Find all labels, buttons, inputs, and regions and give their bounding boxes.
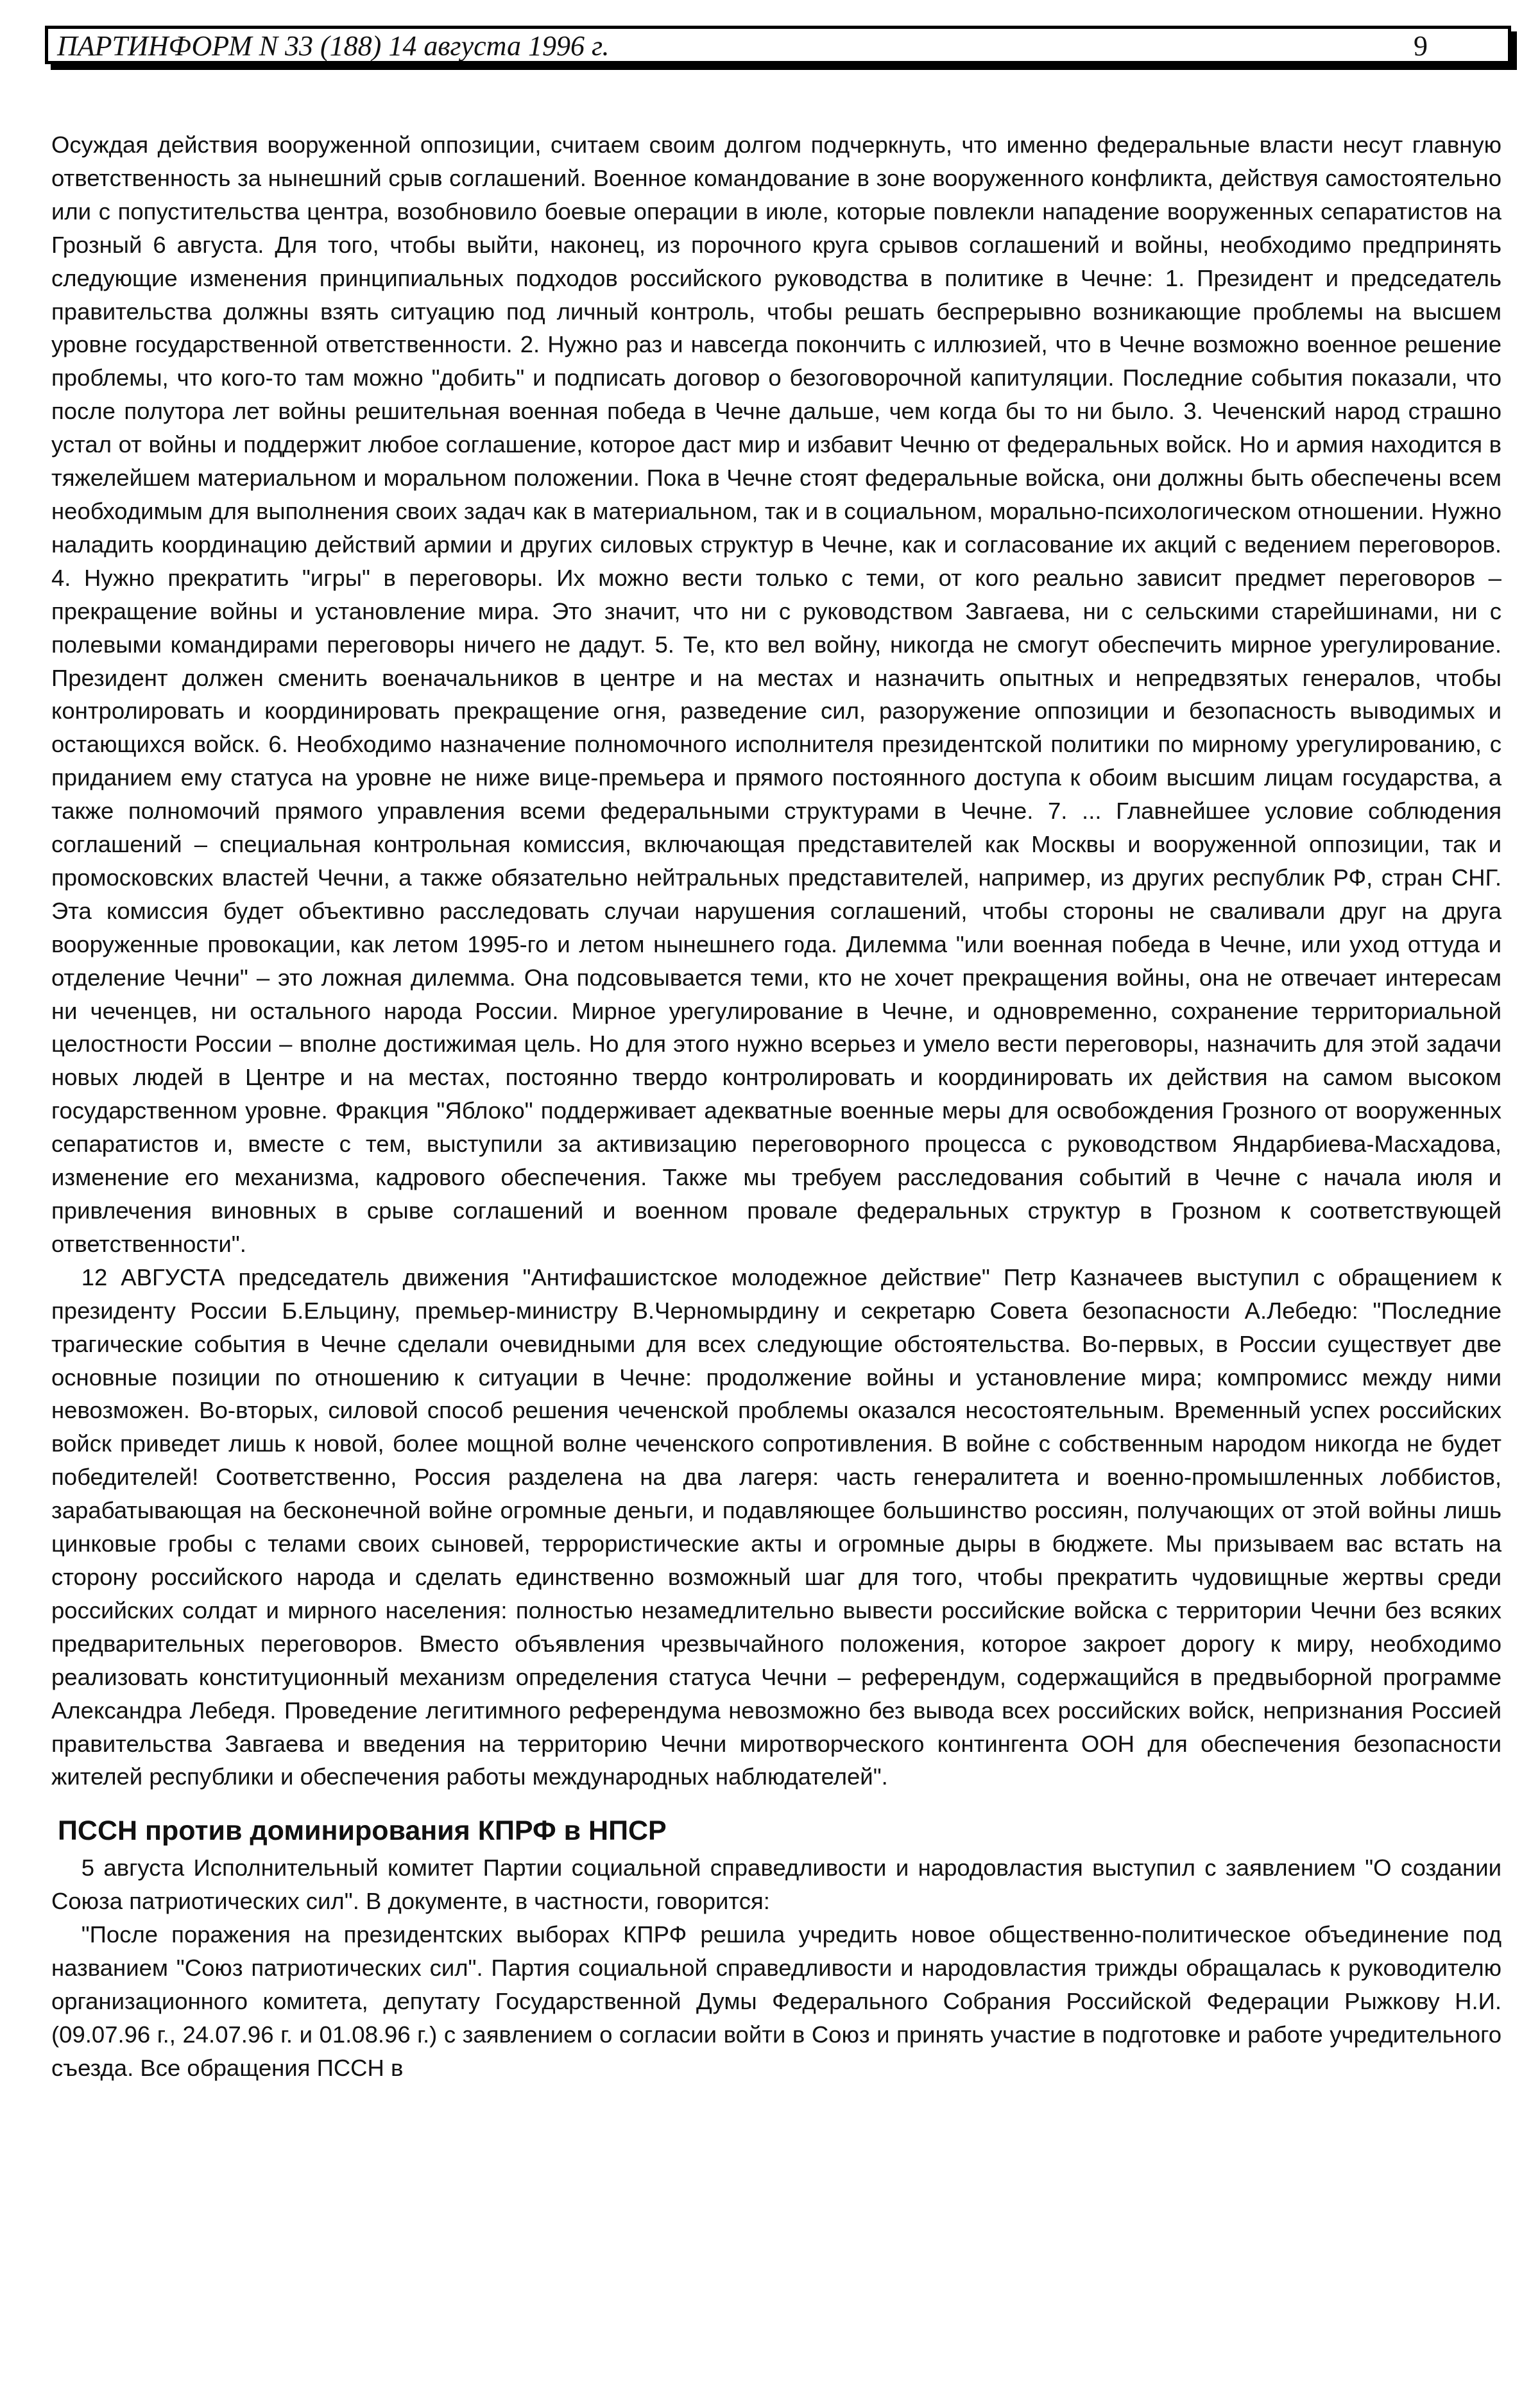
section-paragraph: 5 августа Исполнительный комитет Партии социальной справедливости и народовластия выступил с заявлением "О создании Союза патриотических сил". В документе, в частности, говорится: (51, 1855, 1502, 1915)
section-paragraph: "После поражения на президентских выборах КПРФ решила учредить новое общественно-политическое объединение под названием "Союз патриотических сил". Партия социальной справедливости и народовластия трижды обращалась к руководителю организационного комитета, депутату Государственной Думы Федерального Собрания Российской Федерации Рыжкову Н.И. (09.07.96 г., 24.07.96 г. и 01.08.96 г.) с заявлением о согласии войти в Союз и принять участие в подготовке и работе учредительного съезда. Все обращения ПССН в (51, 1921, 1502, 2081)
article-body (51, 128, 1502, 2085)
section-heading: ПССН против доминирования КПРФ в НПСР (58, 1815, 667, 1847)
page-header (45, 26, 1511, 64)
article-paragraph: Осуждая действия вооруженной оппозиции, считаем своим долгом подчеркнуть, что именно федеральные власти несут главную ответственность за нынешний срыв соглашений. Военное командование в зоне вооруженного конфликта, действуя самостоятельно или с попустительства центра, возобновило боевые операции в июле, которые повлекли нападение вооруженных сепаратистов на Грозный 6 августа. Для того, чтобы выйти, наконец, из порочного круга срывов соглашений и войны, необходимо предпринять следующие изменения принципиальных подходов российского руководства в политике в Чечне: 1. Президент и председатель правительства должны взять ситуацию под личный контроль, чтобы решать беспрерывно возникающие проблемы на высшем уровне государственной ответственности. 2. Нужно раз и навсегда покончить с иллюзией, что в Чечне возможно военное решение проблемы, что кого-то там можно "добить" и подписать договор о безоговорочной капитуляции. Последние события показали, что после полутора лет войны решительная военная победа в Чечне дальше, чем когда бы то ни было. 3. Чеченский народ страшно устал от войны и поддержит любое соглашение, которое даст мир и избавит Чечню от федеральных войск. Но и армия находится в тяжелейшем материальном и моральном положении. Пока в Чечне стоят федеральные войска, они должны быть обеспечены всем необходимым для выполнения своих задач как в материальном, так и в социальном, морально-психологическом отношении. Нужно наладить координацию действий армии и других силовых структур в Чечне, как и согласование их акций с ведением переговоров. 4. Нужно прекратить "игры" в переговоры. Их можно вести только с теми, от кого реально зависит предмет переговоров – прекращение войны и установление мира. Это значит, что ни с руководством Завгаева, ни с сельскими старейшинами, ни с полевыми командирами переговоры ничего не дадут. 5. Те, кто вел войну, никогда не смогут обеспечить мирное урегулирование. Президент должен сменить военачальников в центре и на местах и назначить опытных и непредвзятых генералов, чтобы контролировать и координировать прекращение огня, разведение сил, разоружение оппозиции и безопасность выводимых и остающихся войск. 6. Необходимо назначение полномочного исполнителя президентской политики по мирному урегулированию, с приданием ему статуса на уровне не ниже вице-премьера и прямого постоянного доступа к обоим высшим лицам государства, а также полномочий прямого управления всеми федеральными структурами в Чечне. 7. ... Главнейшее условие соблюдения соглашений – специальная контрольная комиссия, включающая представителей как Москвы и вооруженной оппозиции, так и промосковских властей Чечни, а также обязательно нейтральных представителей, например, из других республик РФ, стран СНГ. Эта комиссия будет объективно расследовать случаи нарушения соглашений, чтобы стороны не сваливали друг на друга вооруженные провокации, как летом 1995-го и летом нынешнего года. Дилемма "или военная победа в Чечне, или уход оттуда и отделение Чечни" – это ложная дилемма. Она подсовывается теми, кто не хочет прекращения войны, она не отвечает интересам ни чеченцев, ни остального народа России. Мирное урегулирование в Чечне, и одновременно, сохранение территориальной целостности России – вполне достижимая цель. Но для этого нужно всерьез и умело вести переговоры, назначить для этой задачи новых людей в Центре и на местах, постоянно твердо контролировать и координировать их действия на самом высоком государственном уровне. Фракция "Яблоко" поддерживает адекватные военные меры для освобождения Грозного от вооруженных сепаратистов и, вместе с тем, выступили за активизацию переговорного процесса с руководством Яндарбиева-Масхадова, изменение его механизма, кадрового обеспечения. Также мы требуем расследования событий в Чечне с начала июля и привлечения виновных в срыве соглашений и военном провале федеральных структур в Грозном к соответствующей ответственности". (51, 132, 1502, 1257)
article-paragraph: 12 АВГУСТА председатель движения "Антифашистское молодежное действие" Петр Казначеев выступил с обращением к президенту России Б.Ельцину, премьер-министру В.Черномырдину и секретарю Совета безопасности А.Лебедю: "Последние трагические события в Чечне сделали очевидными для всех следующие обстоятельства. Во-первых, в России существует две основные позиции по отношению к ситуации в Чечне: продолжение войны и установление мира; компромисс между ними невозможен. Во-вторых, силовой способ решения чеченской проблемы оказался несостоятельным. Временный успех российских войск приведет лишь к новой, более мощной волне чеченского сопротивления. В войне с собственным народом никогда не будет победителей! Соответственно, Россия разделена на два лагеря: часть генералитета и военно-промышленных лоббистов, зарабатывающая на бесконечной войне огромные деньги, и подавляющее большинство россиян, получающих от этой войны лишь цинковые гробы с телами своих сыновей, террористические акты и огромные дыры в бюджете. Мы призываем вас встать на сторону российского народа и сделать единственно возможный шаг для того, чтобы прекратить чудовищные жертвы среди российских солдат и мирного населения: полностью незамедлительно вывести российские войска с территории Чечни без всяких предварительных переговоров. Вместо объявления чрезвычайного положения, которое закроет дорогу к миру, необходимо реализовать конституционный механизм определения статуса Чечни – референдум, содержащийся в предвыборной программе Александра Лебедя. Проведение легитимного референдума невозможно без вывода всех российских войск, непризнания Россией правительства Завгаева и введения на территорию Чечни миротворческого контингента ООН для обеспечения безопасности жителей республики и обеспечения работы международных наблюдателей". (51, 1264, 1502, 1790)
page-number: 9 (1414, 30, 1428, 62)
publication-title: ПАРТИНФОРМ N 33 (188) 14 августа 1996 г. (57, 30, 610, 62)
